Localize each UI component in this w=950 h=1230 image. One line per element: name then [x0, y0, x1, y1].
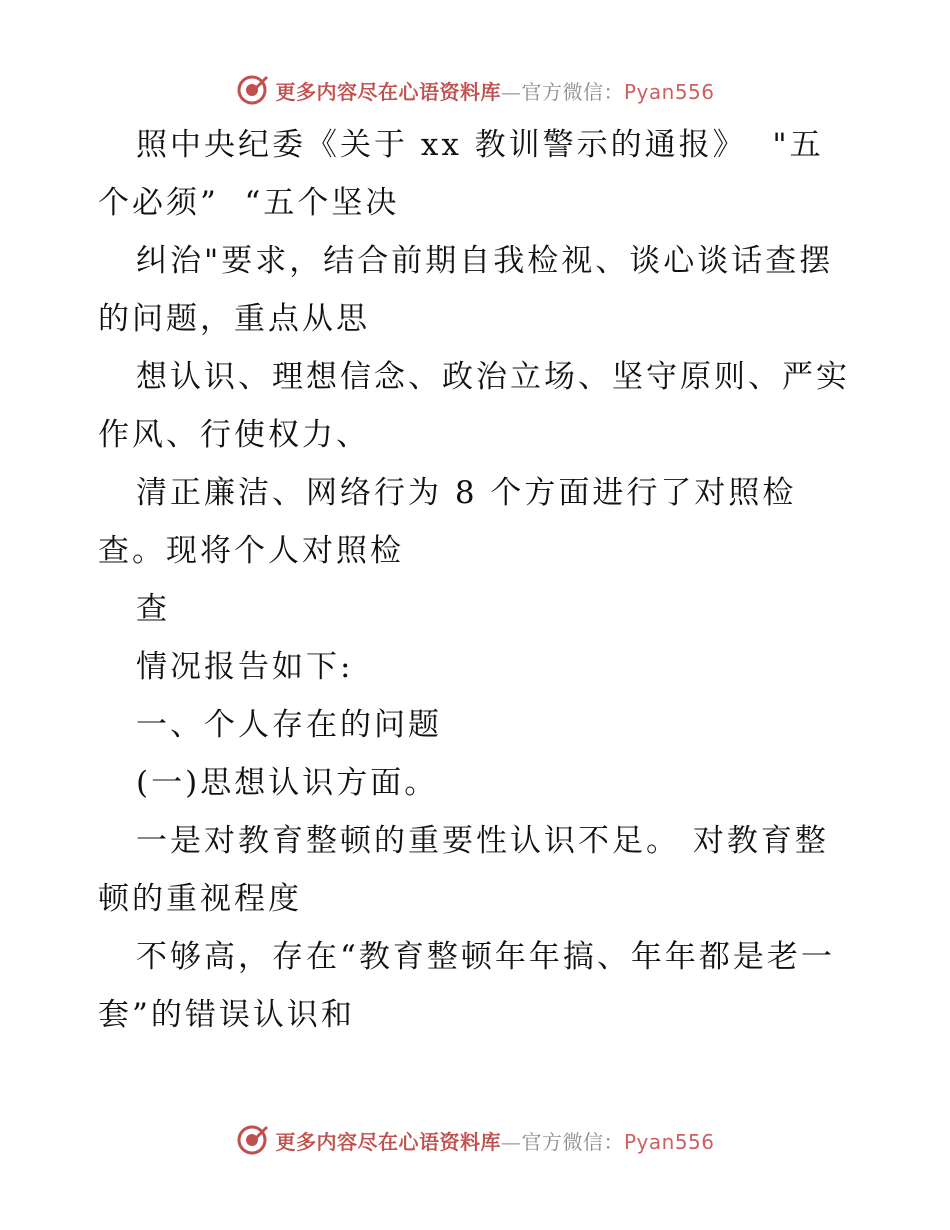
brand-logo-icon [235, 73, 269, 107]
text-line: (一)思想认识方面。 [136, 765, 439, 801]
text-line: 个必须” “五个坚决 [98, 185, 400, 221]
text-line: 清正廉洁、网络行为 8 个方面进行了对照检 [136, 475, 797, 511]
watermark-dash: — [500, 1129, 522, 1154]
text-line: 想认识、理想信念、政治立场、坚守原则、严实 [136, 359, 850, 395]
text-line: 纠治"要求，结合前期自我检视、谈心谈话查摆 [136, 243, 834, 279]
watermark-text [275, 1126, 714, 1155]
watermark-header [0, 70, 950, 110]
watermark-wechat-label: 官方微信： [521, 1129, 624, 1154]
text-line: 一、个人存在的问题 [136, 707, 442, 743]
watermark-wechat-id: Pyan556 [623, 1129, 715, 1154]
text-line: 照中央纪委《关于 xx 教训警示的通报》 "五 [136, 127, 824, 163]
text-line: 的问题，重点从思 [98, 301, 370, 337]
text-line: 查 [136, 591, 170, 627]
watermark-main: 更多内容尽在心语资料库 [275, 79, 501, 104]
text-line: 套”的错误认识和 [98, 997, 355, 1033]
watermark-dash: — [500, 79, 522, 104]
text-line: 作风、行使权力、 [98, 417, 370, 453]
watermark-main: 更多内容尽在心语资料库 [275, 1129, 501, 1154]
text-line: 顿的重视程度 [98, 881, 302, 917]
text-line: 不够高，存在“教育整顿年年搞、年年都是老一 [136, 939, 835, 975]
text-line: 查。现将个人对照检 [98, 533, 404, 569]
watermark-wechat-id: Pyan556 [623, 79, 715, 104]
text-line: 情况报告如下: [136, 649, 354, 685]
text-line: 一是对教育整顿的重要性认识不足。 对教育整 [136, 823, 829, 859]
watermark-footer [0, 1120, 950, 1160]
watermark-text [275, 76, 714, 105]
brand-logo-icon [235, 1123, 269, 1157]
watermark-wechat-label: 官方微信： [521, 79, 624, 104]
